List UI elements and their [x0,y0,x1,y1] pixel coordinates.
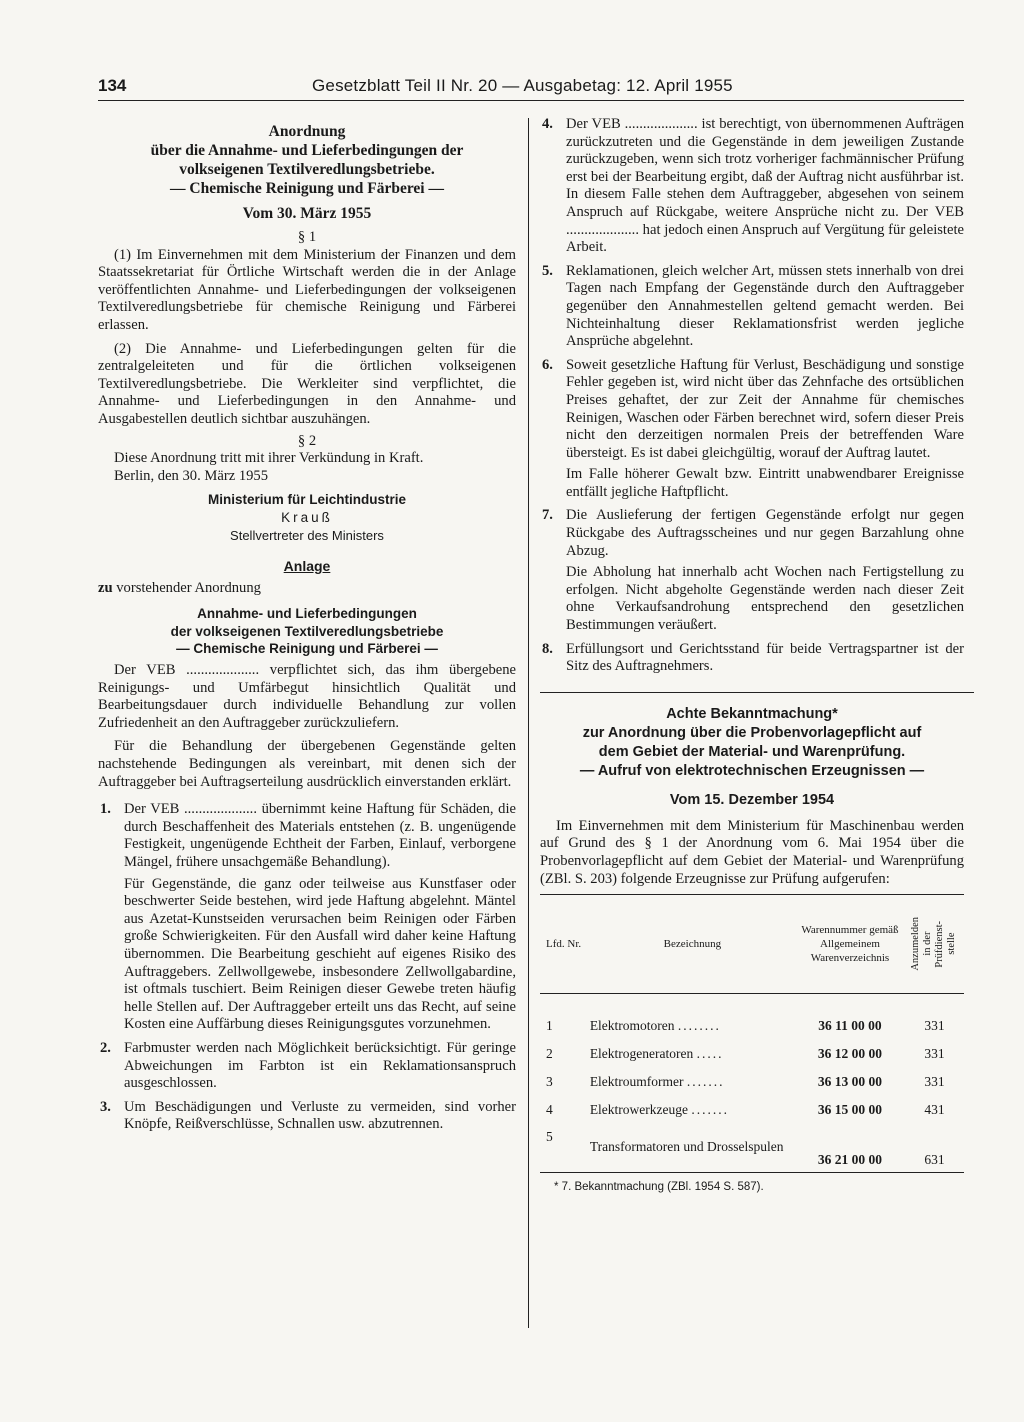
condition-item-7: 7. Die Auslieferung der fertigen Gegenstände erfolgt nur gegen Rückgabe des Auftragsscheines und nur gegen Barzahlung ohne Abzug. Die Abholung hat innerhalb acht Wochen nach Fertigstellung zu erfolgen. Nicht abgeholte Gegenstände werden nach dieser Zeit ohne Verkaufsandrohung entsprechend den gesetzlichen Bestimmungen veräußert. [542,507,964,634]
section-divider [540,692,974,693]
table-row: 2 Elektrogeneratoren ..... 36 12 00 00 331 [546,1046,945,1062]
header-warennummer: Warennummer gemäß Allgemeinem Warenverzeichnis [801,924,899,965]
conditions-title-1: Annahme- und Lieferbedingungen [197,606,417,622]
ordinance-subtitle-1: über die Annahme- und Lieferbedingungen der [150,142,464,159]
table-row: 4 Elektrowerkzeuge ....... 36 15 00 00 431 [546,1102,945,1118]
place-date: Berlin, den 30. März 1955 [114,467,269,484]
header-bezeichnung: Bezeichnung [663,938,722,951]
table-row: 5 Transformatoren und Drosselspulen 36 21 00 00 631 [540,1124,964,1173]
table-header-row [540,895,964,994]
section-2-paragraph: Diese Anordnung tritt mit ihrer Verkündung in Kraft. [114,450,424,467]
section-1-paragraph-1: (1) Im Einvernehmen mit dem Ministerium der Finanzen und dem Staatssekretariat für Örtliche Wirtschaft werden die in der Anlage veröffentlichten Annahme- und Lieferbedingungen der volkseigenen Textilveredlungsbetriebe für chemische Reinigung und Färberei erlassen. [98,246,516,333]
page-number: 134 [98,76,127,95]
page-header [98,76,964,100]
conditions-intro-2: Für die Behandlung der übergebenen Gegenstände gelten nachstehende Bedingungen als vereinbart, mit denen sich der Auftraggeber bei Auftragserteilung ausdrücklich einverstanden erklärt. [98,738,516,790]
notice-subtitle-2: dem Gebiet der Material- und Warenprüfung. [598,743,906,760]
condition-item-4: 4. Der VEB .................... ist berechtigt, von übernommenen Aufträgen zurückzutreten und die Gegenstände in dem jeweiligen Zustande zurückzugeben, wenn sich trotz vorheriger fachmännischer Prüfung erst bei der Bearbeitung ergibt, daß der Auftrag nicht ausführbar ist. In diesem Falle stehen dem Auftraggeber, abgesehen von seinem Anspruch auf Rückgabe, weitere Ansprüche nicht zu. Der VEB .................... hat jedoch einen Anspruch auf Vergütung für geleistete Arbeit. [542,116,964,256]
condition-item-1: 1. Der VEB .................... übernimmt keine Haftung für Schäden, die durch Beschaffenheit des Materials entstehen (z. B. ungenügende Festigkeit, ungenügende Echtheit der Farben, Einlauf, verborgene Mängel, frühere unsachgemäße Behandlung). Für Gegenstände, die ganz oder teilweise aus Kunstfaser oder beschwerter Seide bestehen, wird jede Haftung abgelehnt. Mäntel aus Azetat-Kunstseiden verursachen beim Reinigen oder Färben große Schwierigkeiten. Für den Ausfall wird daher keine Haftung übernommen. Die Bearbeitung geschieht auf eigenes Risiko des Auftraggebers. Zellwollgewebe, insbesondere Zellwollgabardine, ist oftmals tuschiert. Beim Reinigen dieser Gewebe treten häufig helle Stellen auf. Der Auftraggeber erteilt uns das Recht, auf seine Kosten eine Auffärbung dieses Reinigungsgutes vorzunehmen. [100,801,516,1033]
annex-subtitle: zu vorstehender Anordnung [98,579,261,596]
gazette-title: Gesetzblatt Teil II Nr. 20 — Ausgabetag: 12. April 1955 [312,76,733,95]
signer-role: Stellvertreter des Ministers [230,527,384,543]
notice-paragraph: Im Einvernehmen mit dem Ministerium für Maschinenbau werden auf Grund des § 1 der Anordnung vom 6. Mai 1954 über die Probenvorlagepflicht auf dem Gebiet der Material- und Warenprüfung (ZBl. S. 203) folgende Erzeugnisse zur Prüfung aufgerufen: [540,817,964,887]
condition-item-8: 8. Erfüllungsort und Gerichtsstand für beide Vertragspartner ist der Sitz des Auftragnehmers. [542,640,964,675]
annex-title: Anlage [283,558,331,575]
table-row: 1 Elektromotoren ........ 36 11 00 00 331 [546,1018,945,1034]
condition-item-2: 2. Farbmuster werden nach Möglichkeit berücksichtigt. Für geringe Abweichungen im Farbton ist ein Reklamationsanspruch ausgeschlossen. [100,1039,516,1092]
condition-item-3: 3. Um Beschädigungen und Verluste zu vermeiden, sind vorher Knöpfe, Reißverschlüsse, Schnallen usw. abzutrennen. [100,1098,516,1133]
right-column [540,116,964,1197]
condition-item-5: 5. Reklamationen, gleich welcher Art, müssen stets innerhalb von drei Tagen nach Empfang der Gegenstände durch den Auftraggeber gegenüber den Annahmestellen geltend gemacht werden. Bei Nichteinhaltung dieser Reklamationsfrist werden jegliche Ansprüche abgelehnt. [542,262,964,350]
footnote: * 7. Bekanntmachung (ZBl. 1954 S. 587). [554,1181,764,1194]
section-1-paragraph-2: (2) Die Annahme- und Lieferbedingungen gelten für die zentralgeleiteten und für die örtlichen volkseigenen Textilveredlungsbetriebe. Die Werkleiter sind verpflichtet, die Annahme- und Lieferbedingungen in den Annahme- und Ausgabestellen deutlich sichtbar auszuhängen. [98,340,516,427]
products-table [540,894,964,1173]
left-column [98,116,516,1134]
signer-name: Krauß [281,509,333,525]
header-rule [98,100,964,101]
conditions-title-3: — Chemische Reinigung und Färberei — [176,641,438,657]
table-row: 3 Elektroumformer ....... 36 13 00 00 331 [546,1074,945,1090]
notice-title: Achte Bekanntmachung* [666,705,838,722]
conditions-intro-1: Der VEB .................... verpflichtet sich, das ihm übergebene Reinigungs- und Umfärbegut hinsichtlich Qualität und Bearbeitungsdauer durch individuelle Behandlung zur vollen Zufriedenheit an den Auftraggeber zurückzuliefern. [98,662,516,731]
header-lfd-nr: Lfd. Nr. [546,938,582,951]
ordinance-date: Vom 30. März 1955 [242,205,372,222]
ordinance-subtitle-3: — Chemische Reinigung und Färberei — [170,180,444,197]
ordinance-subtitle-2: volkseigenen Textilveredlungsbetriebe. [179,161,435,178]
section-2-heading: § 2 [297,432,317,449]
ministry-name: Ministerium für Leichtindustrie [207,492,407,508]
header-anzumelden: Anzumelden in der Prüfdienst- stelle [910,917,958,972]
ordinance-title: Anordnung [268,123,346,140]
notice-subtitle-3: — Aufruf von elektrotechnischen Erzeugnissen — [579,762,925,779]
condition-item-6: 6. Soweit gesetzliche Haftung für Verlust, Beschädigung und sonstige Fehler gegeben ist, wird nicht über das Zehnfache des ortsüblichen Preises gehaftet, der zur Zeit der Annahme für chemisches Reinigen, Waschen oder Färben berechnet wird, sofern dieser Preis nicht den derzeitigen normalen Preis der betreffenden Ware übersteigt. Es ist dabei gleichgültig, worauf der Auftrag lautet. Im Falle höherer Gewalt bzw. Eintritt unabwendbarer Ereignisse entfällt jegliche Haftpflicht. [542,356,964,500]
conditions-title-2: der volkseigenen Textilveredlungsbetriebe [170,623,444,639]
column-rule [528,118,529,1328]
notice-subtitle-1: zur Anordnung über die Probenvorlagepflicht auf [582,724,922,741]
section-1-heading: § 1 [297,229,317,245]
notice-date: Vom 15. Dezember 1954 [669,791,835,808]
